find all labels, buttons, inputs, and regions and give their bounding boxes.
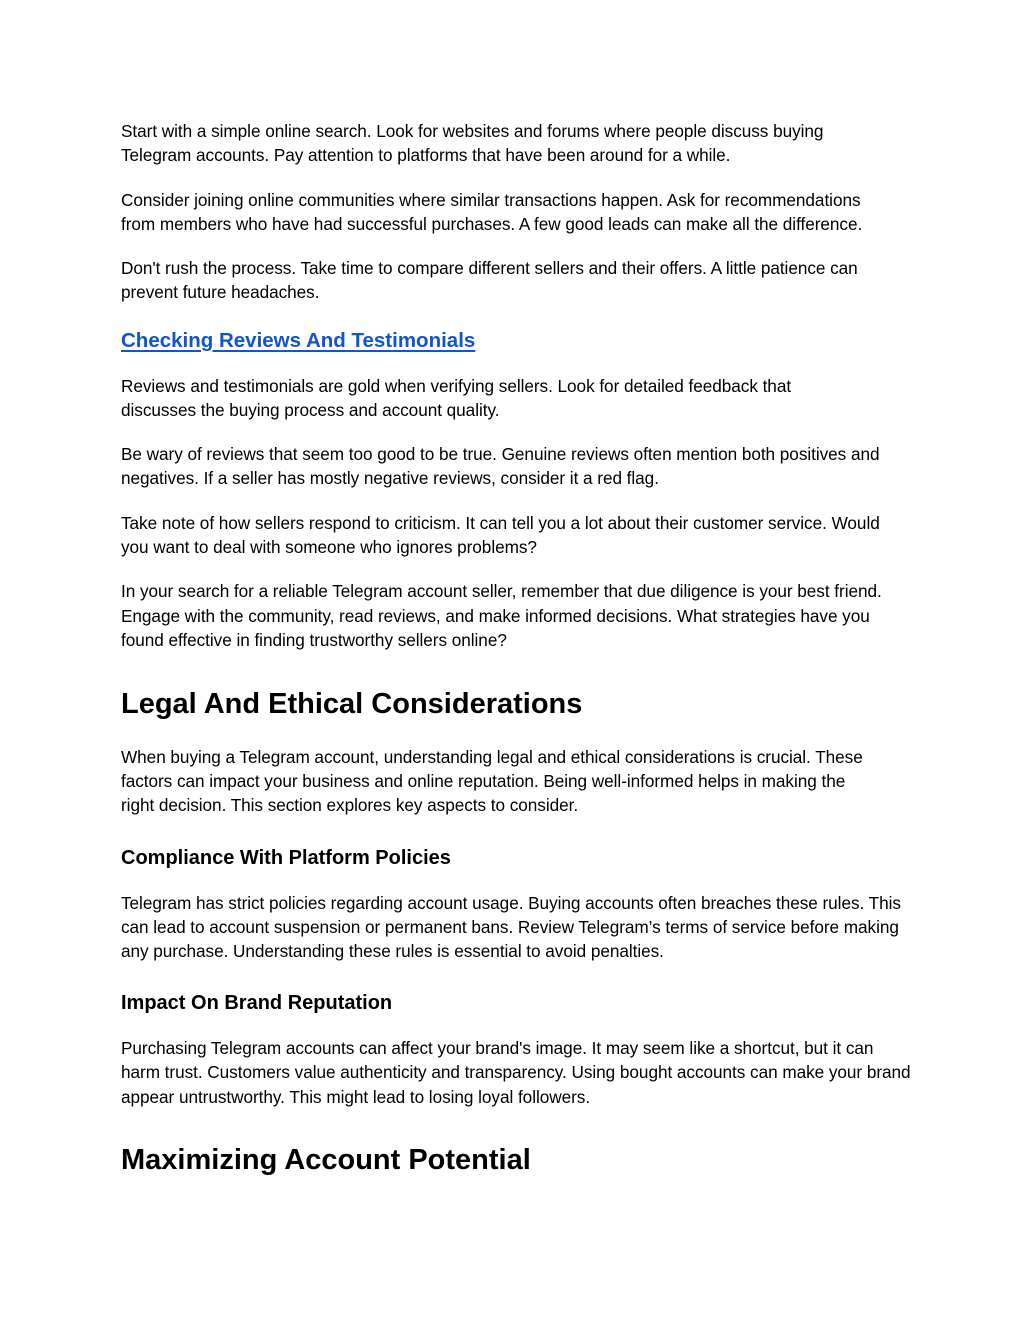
paragraph-reviews-gold: Reviews and testimonials are gold when verifying sellers. Look for detailed feedback that discusses the buying process and account quality. <box>121 375 792 420</box>
paragraph-brand-reputation: Purchasing Telegram accounts can affect your brand's image. It may seem like a shortcut, but it can harm trust. Customers value authenticity and transparency. Using bought accounts can make your brand appear untrustworthy. This might lead to losing loyal followers. <box>121 1038 911 1107</box>
heading-legal-ethical: Legal And Ethical Considerations <box>121 687 583 720</box>
paragraph-take-note: Take note of how sellers respond to criticism. It can tell you a lot about their customer service. Would you want to deal with someone who ignores problems? <box>121 512 880 557</box>
heading-brand-reputation: Impact On Brand Reputation <box>121 992 393 1015</box>
heading-link-checking-reviews[interactable]: Checking Reviews And Testimonials <box>121 328 476 352</box>
paragraph-compliance: Telegram has strict policies regarding account usage. Buying accounts often breaches these rules. This can lead to account suspension or permanent bans. Review Telegram’s terms of service before making any purchase. Understanding these rules is essential to avoid penalties. <box>121 892 901 961</box>
paragraph-due-diligence: In your search for a reliable Telegram account seller, remember that due diligence is your best friend. Engage with the community, read reviews, and make informed decisions. What strategies have you found effective in finding trustworthy sellers online? <box>121 581 882 650</box>
paragraph-online-search: Start with a simple online search. Look for websites and forums where people discuss buying Telegram accounts. Pay attention to platforms that have been around for a while. <box>121 121 824 166</box>
paragraph-online-communities: Consider joining online communities where similar transactions happen. Ask for recommendations from members who have had successful purchases. A few good leads can make all the difference. <box>121 189 863 234</box>
paragraph-dont-rush: Don't rush the process. Take time to compare different sellers and their offers. A little patience can prevent future headaches. <box>121 258 858 303</box>
heading-maximizing-potential: Maximizing Account Potential <box>121 1143 531 1176</box>
document-page <box>121 119 911 1178</box>
paragraph-be-wary: Be wary of reviews that seem too good to be true. Genuine reviews often mention both positives and negatives. If a seller has mostly negative reviews, consider it a red flag. <box>121 444 880 489</box>
heading-compliance: Compliance With Platform Policies <box>121 846 451 869</box>
paragraph-legal-intro: When buying a Telegram account, understanding legal and ethical considerations is crucial. These factors can impact your business and online reputation. Being well-informed helps in making the right decision. This section explores key aspects to consider. <box>121 746 863 816</box>
